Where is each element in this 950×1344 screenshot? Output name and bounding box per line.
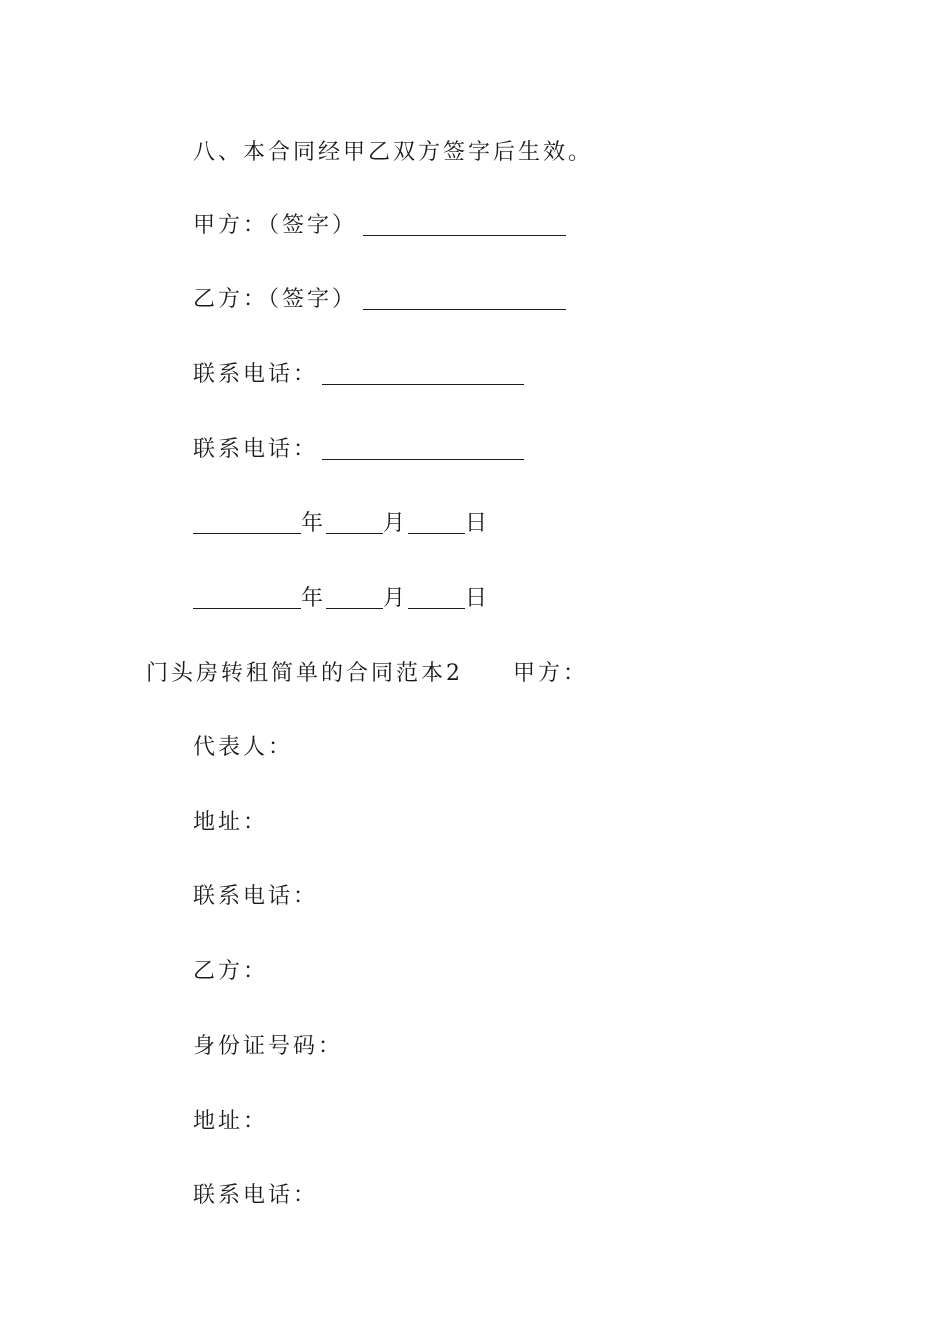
party-a-signature-blank[interactable] — [363, 234, 566, 236]
party-b-label: 乙方： — [193, 959, 269, 984]
day-blank-1[interactable] — [408, 532, 465, 534]
month-label-2: 月 — [383, 586, 409, 611]
section-heading-row — [146, 663, 588, 685]
contact-phone-blank-1[interactable] — [322, 383, 524, 385]
party-a-signature-label: 甲方：（签字） — [193, 213, 358, 238]
month-label-1: 月 — [383, 511, 409, 536]
address-label-b: 地址： — [193, 1109, 269, 1134]
party-b-signature-label: 乙方：（签字） — [193, 287, 358, 312]
year-blank-2[interactable] — [193, 607, 301, 609]
contact-phone-blank-2[interactable] — [322, 458, 524, 460]
id-number-label: 身份证号码： — [193, 1034, 344, 1059]
contact-phone-label-a: 联系电话： — [193, 884, 319, 909]
day-label-1: 日 — [465, 511, 491, 536]
address-label-a: 地址： — [193, 810, 269, 835]
day-blank-2[interactable] — [408, 607, 465, 609]
contact-phone-line-2 — [193, 439, 524, 461]
contact-phone-label-b: 联系电话： — [193, 1183, 319, 1208]
month-blank-2[interactable] — [326, 607, 383, 609]
party-b-signature-blank[interactable] — [363, 308, 566, 310]
date-line-1 — [193, 513, 490, 535]
clause-8: 八、本合同经甲乙双方签字后生效。 — [193, 140, 594, 165]
year-label-1: 年 — [301, 511, 327, 536]
date-line-2 — [193, 588, 490, 610]
section-party-a-label: 甲方： — [513, 661, 589, 686]
contact-phone-label-2: 联系电话： — [193, 437, 319, 462]
party-b-signature-line — [193, 289, 566, 311]
section-title: 门头房转租简单的合同范本2 — [146, 661, 463, 686]
month-blank-1[interactable] — [326, 532, 383, 534]
day-label-2: 日 — [465, 586, 491, 611]
year-label-2: 年 — [301, 586, 327, 611]
contact-phone-label-1: 联系电话： — [193, 362, 319, 387]
contact-phone-line-1 — [193, 364, 524, 386]
representative-label: 代表人： — [193, 735, 294, 760]
year-blank-1[interactable] — [193, 532, 301, 534]
party-a-signature-line — [193, 215, 566, 237]
